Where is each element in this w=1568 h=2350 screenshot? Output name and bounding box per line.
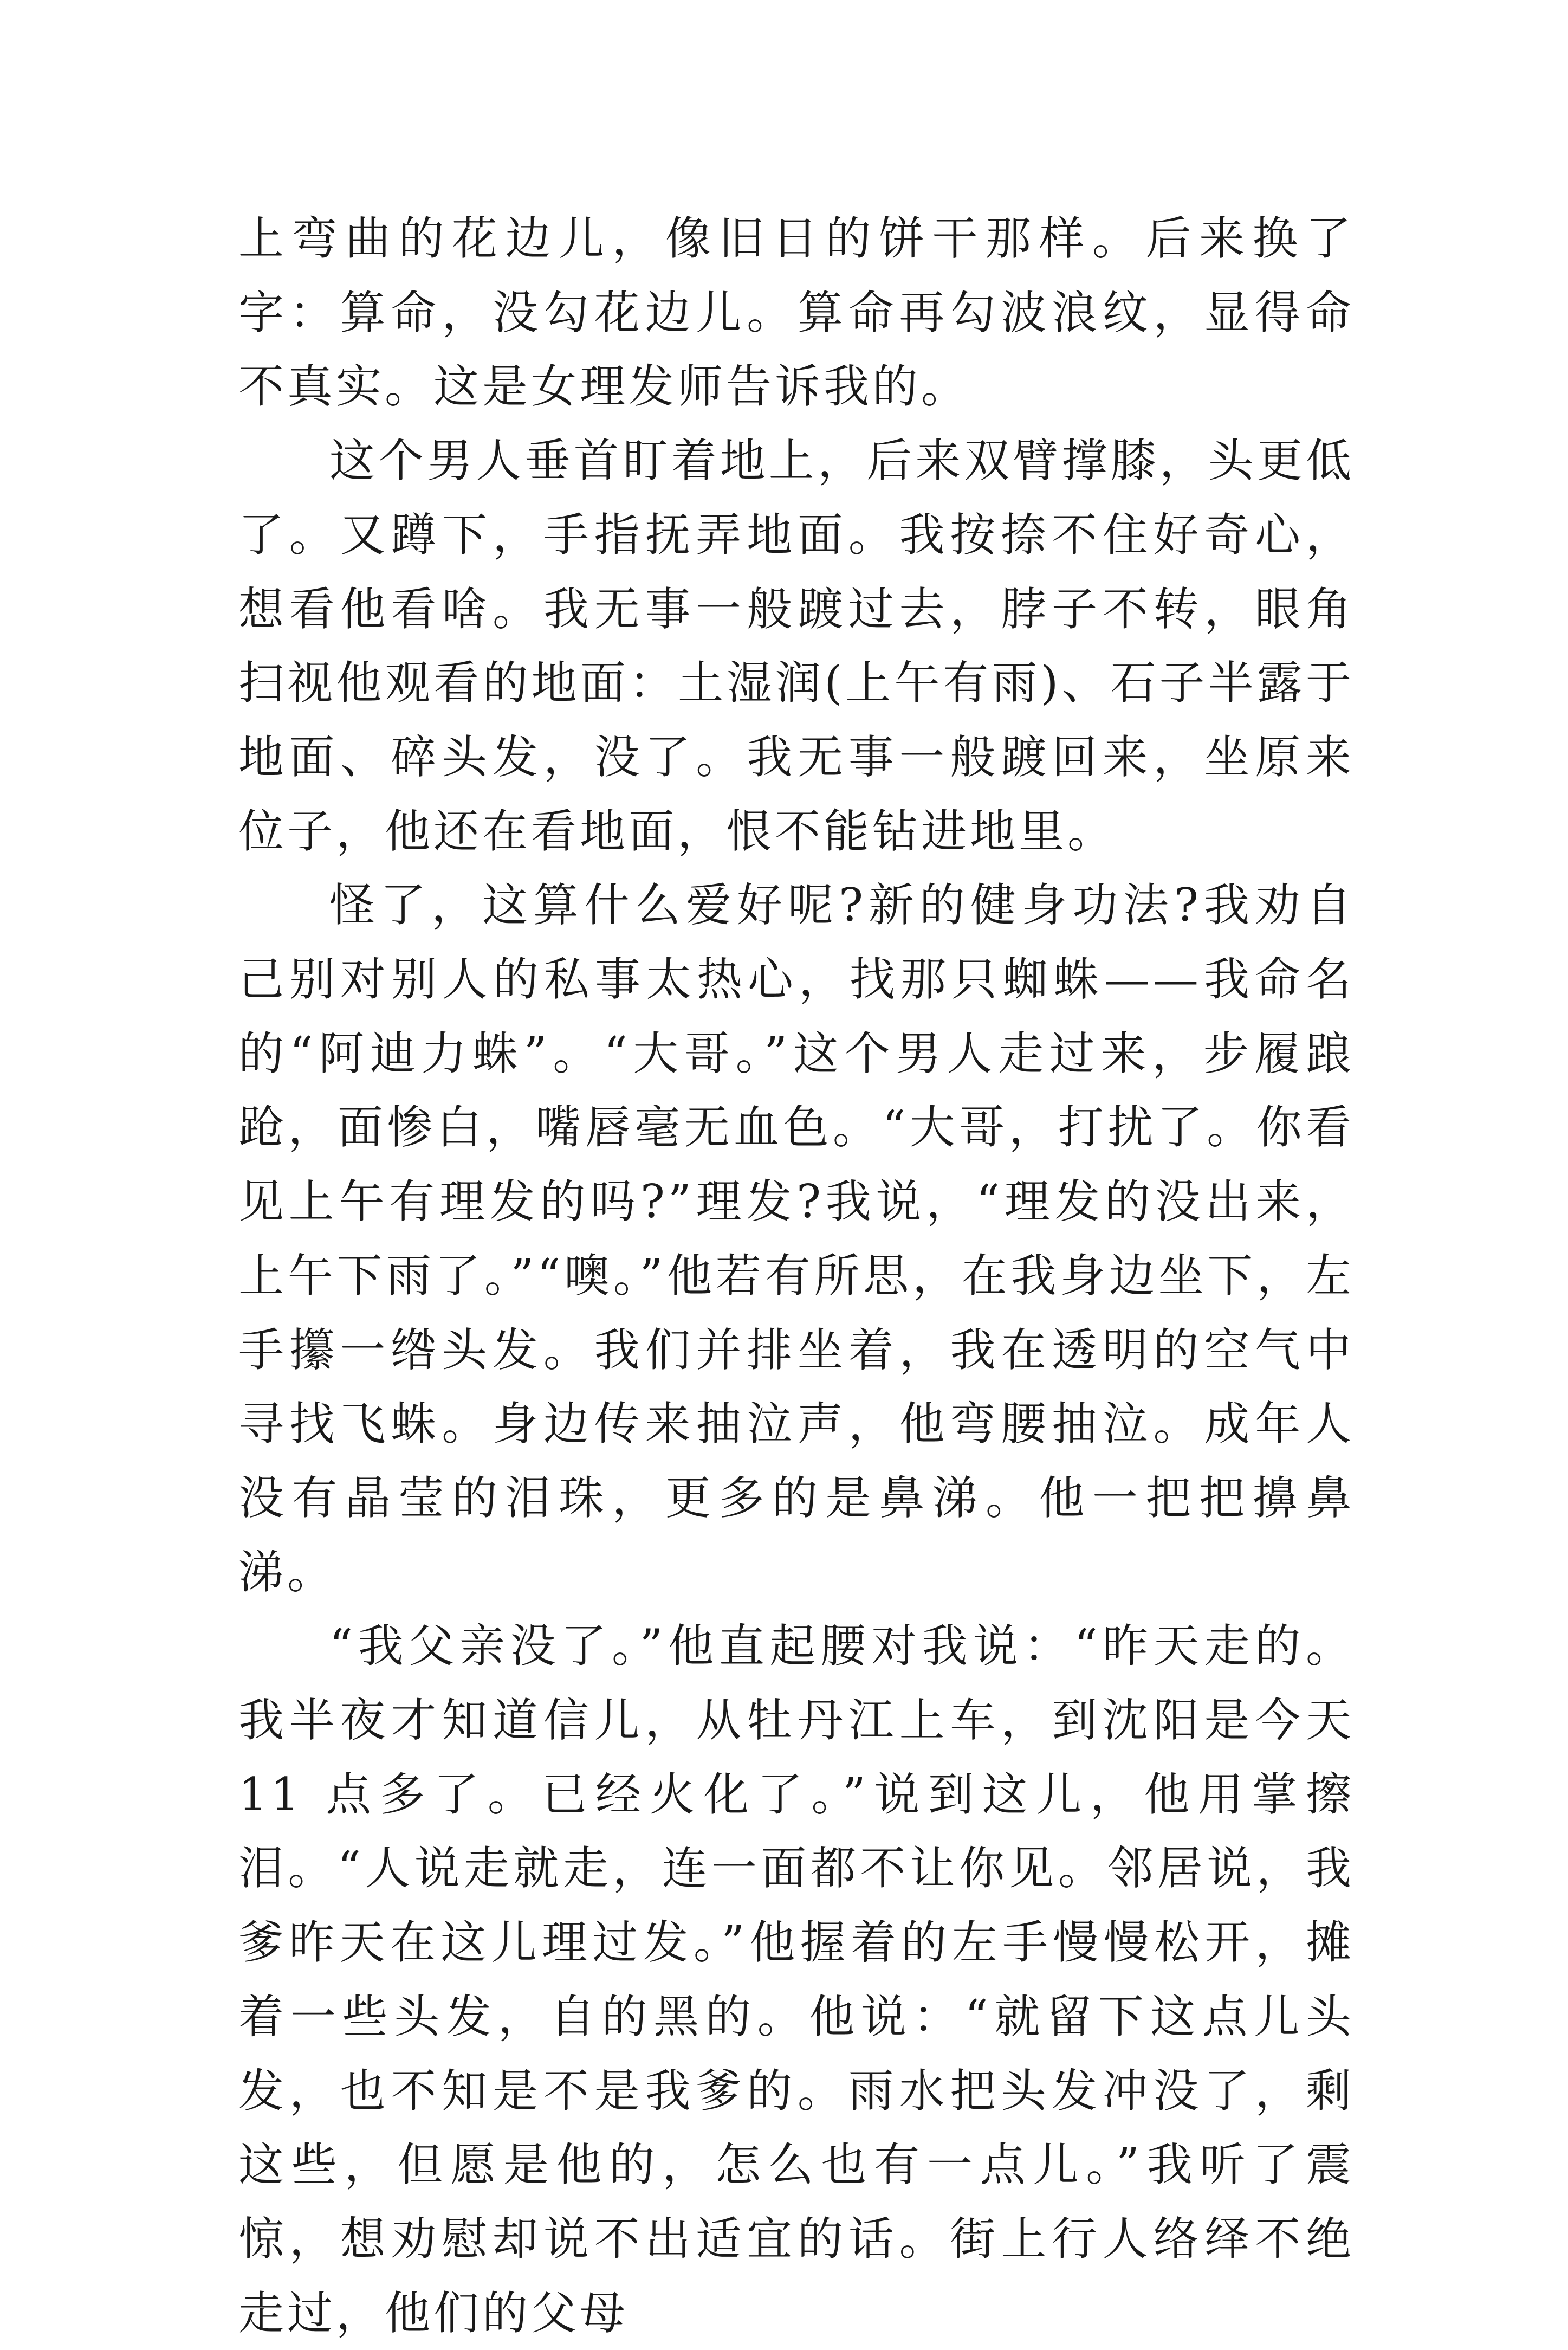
paragraph-3: 怪了，这算什么爱好呢?新的健身功法?我劝自己别对别人的私事太热心，找那只蜘蛛——我命名的“阿迪力蛛”。“大哥。”这个男人走过来，步履踉跄，面惨白，嘴唇毫无血色。“大哥，打扰了。你看见上午有理发的吗?”理发?我说，“理发的没出来，上午下雨了。”“噢。”他若有所思，在我身边坐下，左手攥一绺头发。我们并排坐着，我在透明的空气中寻找飞蛛。身边传来抽泣声，他弯腰抽泣。成年人没有晶莹的泪珠，更多的是鼻涕。他一把把擤鼻涕。 — [238, 879, 1355, 1599]
paragraph-2: 这个男人垂首盯着地上，后来双臂撑膝，头更低了。又蹲下，手指抚弄地面。我按捺不住好奇心，想看他看啥。我无事一般踱过去，脖子不转，眼角扫视他观看的地面：土湿润(上午有雨)、石子半露于地面、碎头发，没了。我无事一般踱回来，坐原来位子，他还在看地面，恨不能钻进地里。 — [238, 434, 1355, 858]
body-text — [238, 202, 1355, 2350]
paragraph-4: “我父亲没了。”他直起腰对我说：“昨天走的。我半夜才知道信儿，从牡丹江上车，到沈阳是今天 11 点多了。已经火化了。”说到这儿，他用掌擦泪。“人说走就走，连一面都不让你见。邻居说，我爹昨天在这儿理过发。”他握着的左手慢慢松开，摊着一些头发，自的黑的。他说：“就留下这点儿头发，也不知是不是我爹的。雨水把头发冲没了，剩这些，但愿是他的，怎么也有一点儿。”我听了震惊，想劝慰却说不出适宜的话。街上行人络绎不绝走过，他们的父母 — [238, 1619, 1355, 2340]
paragraph-1: 上弯曲的花边儿，像旧日的饼干那样。后来换了字：算命，没勾花边儿。算命再勾波浪纹，显得命不真实。这是女理发师告诉我的。 — [238, 212, 1355, 414]
